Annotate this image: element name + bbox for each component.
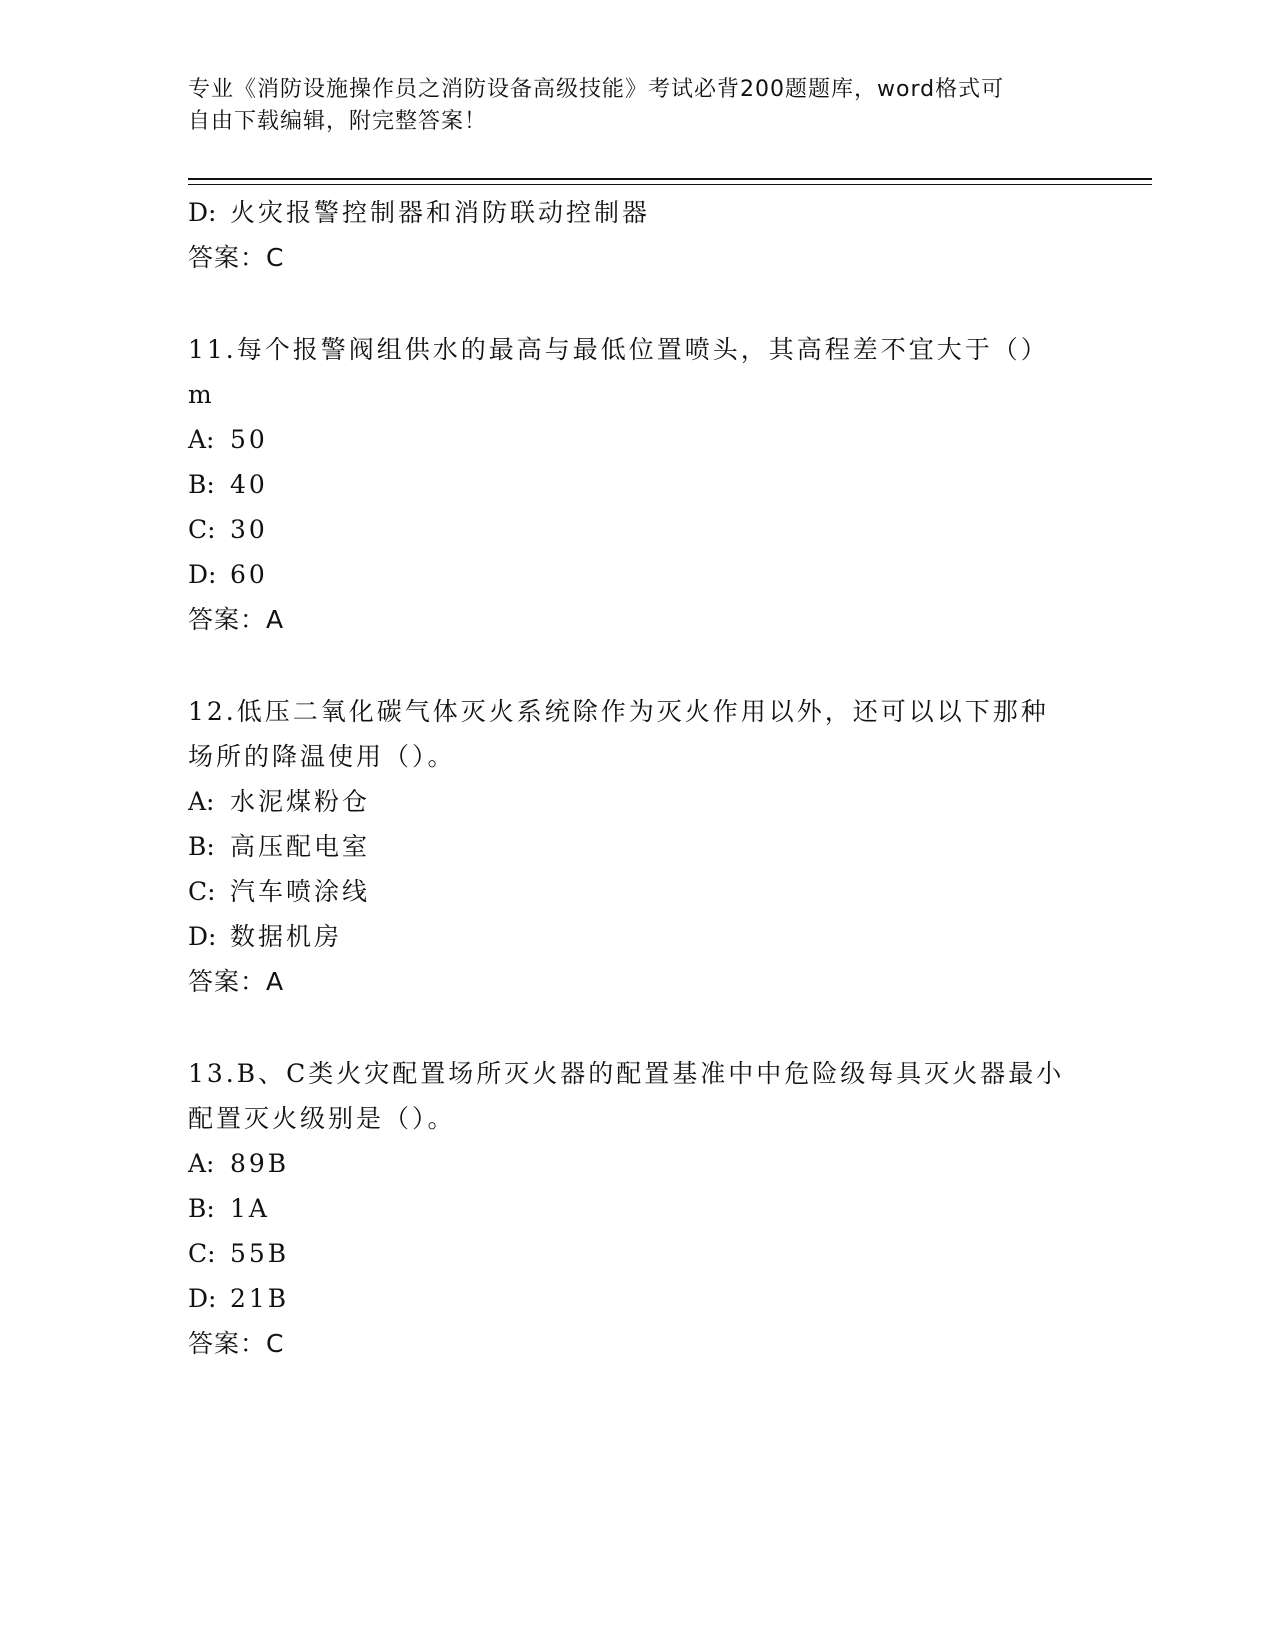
question-title-line: 12.低压二氧化碳气体灭火系统除作为灭火作用以外，还可以以下那种 [188,697,1049,726]
option-c [188,1231,1088,1276]
option-text: 60 [230,560,268,589]
option-text: 40 [230,470,268,499]
option-d [188,1276,1088,1321]
option-letter: A: [188,425,215,454]
option-text: 水泥煤粉仓 [230,787,371,816]
header-divider-thin [188,184,1152,185]
question-13 [188,1051,1088,1366]
option-text: 89B [230,1149,290,1178]
option-letter: C: [188,1239,216,1268]
answer: 答案：A [188,605,285,634]
option-letter: C: [188,877,216,906]
option-text: 55B [230,1239,290,1268]
option-a [188,417,1088,462]
option-text: 21B [230,1284,290,1313]
option-c [188,507,1088,552]
option-d [188,190,1088,235]
option-d [188,914,1088,959]
option-a [188,1141,1088,1186]
question-title-line: 13.B、C类火灾配置场所灭火器的配置基准中中危险级每具灭火器最小 [188,1059,1065,1088]
option-letter: B: [188,470,215,499]
option-b [188,824,1088,869]
answer: 答案：A [188,967,285,996]
question-title [188,689,1088,779]
question-title-line: 配置灭火级别是（）。 [188,1104,456,1133]
header-divider [188,178,1152,180]
option-a [188,779,1088,824]
option-letter: D: [188,198,217,227]
option-letter: B: [188,832,215,861]
question-12 [188,689,1088,1004]
option-text: 汽车喷涂线 [230,877,371,906]
question-title-line: m [188,380,215,409]
option-b [188,1186,1088,1231]
option-text: 数据机房 [230,922,343,951]
answer: 答案：C [188,1329,285,1358]
option-letter: A: [188,1149,215,1178]
option-letter: D: [188,922,217,951]
option-text: 火灾报警控制器和消防联动控制器 [230,198,651,227]
document-header [188,74,1088,138]
header-line-1: 专业《消防设施操作员之消防设备高级技能》考试必背200题题库，word格式可 [188,77,1005,102]
option-b [188,462,1088,507]
option-text: 50 [230,425,268,454]
option-text: 高压配电室 [230,832,371,861]
option-letter: B: [188,1194,215,1223]
option-letter: C: [188,515,216,544]
question-title [188,327,1088,417]
option-text: 30 [230,515,268,544]
answer: 答案：C [188,243,285,272]
option-letter: D: [188,560,217,589]
option-text: 1A [230,1194,270,1223]
question-title [188,1051,1088,1141]
question-11 [188,327,1088,642]
previous-question-tail [188,190,1088,280]
question-title-line: 场所的降温使用（）。 [188,742,456,771]
option-d [188,552,1088,597]
option-letter: D: [188,1284,217,1313]
option-letter: A: [188,787,215,816]
header-line-2: 自由下载编辑，附完整答案！ [188,109,488,134]
question-title-line: 11.每个报警阀组供水的最高与最低位置喷头，其高程差不宜大于（） [188,335,1049,364]
option-c [188,869,1088,914]
question-list [188,190,1088,1366]
